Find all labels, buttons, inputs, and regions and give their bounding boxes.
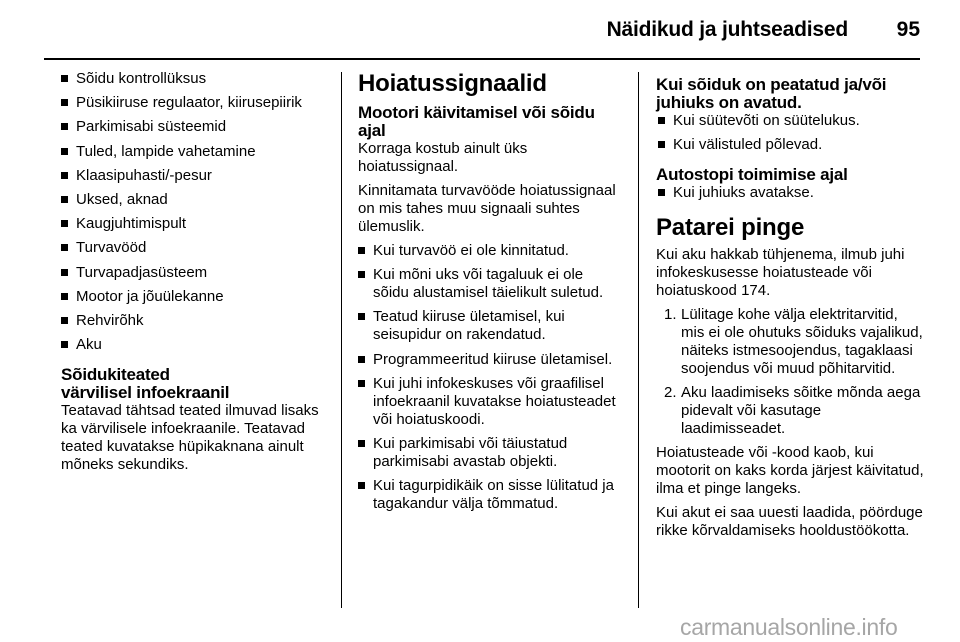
watermark: carmanualsonline.info (680, 614, 898, 640)
heading-line-1: Sõidukiteated (61, 365, 170, 385)
list-item: Tuled, lampide vahetamine (61, 143, 333, 161)
section-heading (61, 366, 333, 402)
page-header (0, 0, 960, 62)
page-title: Näidikud ja juhtseadised (606, 18, 848, 41)
list-item: Teatud kiiruse ületamisel, kui seisupidur on rakendatud. (358, 308, 623, 344)
paragraph: Teatavad tähtsad teated ilmuvad lisaks ka värvilisele infoekraanile. Teatavad teated kuvatakse hüpikaknana ainult mõneks sekundiks. (61, 402, 319, 474)
heading-line-2: värvilisel infoekraanil (61, 383, 230, 403)
list-item: Turvavööd (61, 239, 333, 257)
step-number: 2. (664, 384, 677, 402)
step-text: Aku laadimiseks sõitke mõnda aega pidevalt või kasutage laadimisseadet. (681, 384, 921, 438)
paragraph: Kui aku hakkab tühjenema, ilmub juhi infokeskusesse hoiatusteade või hoiatuskood 174. (656, 246, 905, 300)
column-1 (61, 70, 333, 480)
list-item: Rehvirõhk (61, 312, 333, 330)
steps-list (656, 306, 924, 438)
list-item: Turvapadjasüsteem (61, 264, 333, 282)
list-item: Sõidu kontrollüksus (61, 70, 333, 88)
list-item: Parkimisabi süsteemid (61, 118, 333, 136)
list-item: Programmeeritud kiiruse ületamisel. (358, 351, 623, 369)
section-heading: Kui sõiduk on peatatud ja/või juhiuks on avatud. (656, 75, 887, 112)
step-text: Lülitage kohe välja elektritarvitid, mis ei ole ohutuks sõiduks vajalikud, näiteks istmesoojendus, tagaklaasi soojendus või muud põhitarvitid. (681, 306, 923, 378)
paragraph: Kui akut ei saa uuesti laadida, pöörduge rikke kõrvaldamiseks hooldustöökotta. (656, 504, 923, 540)
section-title: Hoiatussignaalid (358, 70, 547, 97)
list-item: Kui mõni uks või tagaluuk ei ole sõidu alustamisel täielikult suletud. (358, 266, 623, 302)
list-item: Uksed, aknad (61, 191, 333, 209)
section-title: Patarei pinge (656, 214, 805, 242)
list-item: Klaasipuhasti/-pesur (61, 167, 333, 185)
list-item: Püsikiiruse regulaator, kiirusepiirik (61, 94, 333, 112)
list-item: Aku (61, 336, 333, 354)
paragraph: Kinnitamata turvavööde hoiatussignaal on mis tahes muu signaali suhtes ülemuslik. (358, 182, 616, 235)
page-number: 95 (896, 18, 920, 41)
column-2 (358, 70, 623, 519)
list-item (656, 384, 924, 438)
list-item: Kui turvavöö ei ole kinnitatud. (358, 242, 623, 260)
paragraph: Hoiatusteade või -kood kaob, kui mootorit on kaks korda järjest käivitatud, ilma et pinge langeks. (656, 444, 924, 498)
condition-list (658, 184, 924, 202)
list-item (656, 306, 924, 378)
step-number: 1. (664, 306, 677, 324)
list-item: Kaugjuhtimispult (61, 215, 333, 233)
column-divider-2 (638, 72, 639, 608)
list-item: Kui juhi infokeskuses või graafilisel infoekraanil kuvatakse hoiatusteadet või hoiatuskoodi. (358, 375, 623, 429)
section-heading: Autostopi toimimise ajal (656, 165, 848, 185)
list-item: Kui parkimisabi või täiustatud parkimisabi avastab objekti. (358, 435, 623, 471)
column-divider-1 (341, 72, 342, 608)
paragraph: Korraga kostub ainult üks hoiatussignaal. (358, 140, 528, 175)
section-heading: Mootori käivitamisel või sõidu ajal (358, 103, 595, 140)
header-divider (44, 58, 920, 60)
list-item: Kui tagurpidikäik on sisse lülitatud ja tagakandur välja tõmmatud. (358, 477, 623, 513)
list-item: Kui süütevõti on süütelukus. (658, 112, 924, 130)
condition-list (658, 112, 924, 154)
list-item: Kui juhiuks avatakse. (658, 184, 924, 202)
list-item: Mootor ja jõuülekanne (61, 288, 333, 306)
warning-list (358, 242, 623, 513)
column-3 (656, 70, 924, 546)
list-item: Kui välistuled põlevad. (658, 136, 924, 154)
topic-list (61, 70, 333, 354)
